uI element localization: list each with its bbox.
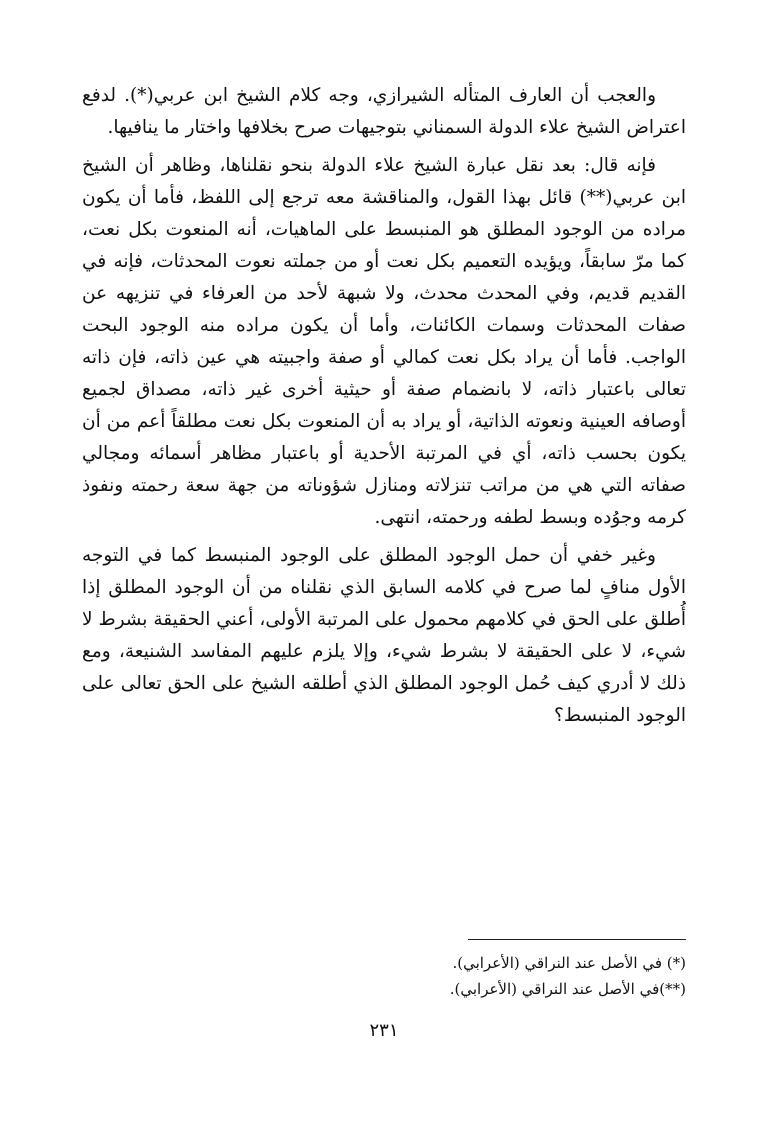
paragraph-2: فإنه قال: بعد نقل عبارة الشيخ علاء الدولة بنحو نقلناها، وظاهر أن الشيخ ابن عربي(**) قائل بهذا القول، والمناقشة معه ترجع إلى اللفظ، فأما أن يكون مراده من الوجود المطلق هو المنبسط على الماهيات، أنه المنعوت بكل نعت، كما مرّ سابقاً، ويؤيده التعميم بكل نعت أو من جملته نعوت المحدثات، فإنه في القديم قديم، وفي المحدث محدث، ولا شبهة لأحد من العرفاء في تنزيهه عن صفات المحدثات وسمات الكائنات، وأما أن يكون مراده منه الوجود البحت الواجب. فأما أن يراد بكل نعت كمالي أو صفة واجبيته هي عين ذاته، فإن ذاته تعالى باعتبار ذاته، لا بانضمام صفة أو حيثية أخرى غير ذاته، مصداق لجميع أوصافه العينية ونعوته الذاتية، أو يراد به أن المنعوت بكل نعت مطلقاً أعم من أن يكون بحسب ذاته، أي في المرتبة الأحدية أو باعتبار مظاهر أسمائه ومجالي صفاته التي هي من مراتب تنزلاته ومنازل شؤوناته من جهة سعة رحمته ونفوذ كرمه وجوُده وبسط لطفه ورحمته، انتهى. [82, 155, 686, 528]
paragraph-1: والعجب أن العارف المتأله الشيرازي، وجه كلام الشيخ ابن عربي(*). لدفع اعتراض الشيخ علاء الدولة السمناني بتوجيهات صرح بخلافها واختار ما ينافيها. [82, 85, 686, 138]
paragraph-3: وغير خفي أن حمل الوجود المطلق على الوجود المنبسط كما في التوجه الأول منافٍ لما صرح في كلامه السابق الذي نقلناه من أن الوجود المطلق إذا أُطلق على الحق في كلامهم محمول على المرتبة الأولى، أعني الحقيقة بشرط لا شيء، لا على الحقيقة لا بشرط شيء، وإلا يلزم عليهم المفاسد الشنيعة، ومع ذلك لا أدري كيف حُمل الوجود المطلق الذي أطلقه الشيخ على الحق تعالى على الوجود المنبسط؟ [82, 545, 686, 726]
main-text [82, 80, 686, 738]
footnotes [300, 950, 686, 1002]
footnote-divider [468, 939, 686, 940]
footnote-1: (*) في الأصل عند النراقي (الأعرابي). [452, 954, 686, 972]
page-number: ٢٣١ [369, 1020, 399, 1041]
footnote-2: (**)في الأصل عند النراقي (الأعرابي). [449, 980, 686, 998]
